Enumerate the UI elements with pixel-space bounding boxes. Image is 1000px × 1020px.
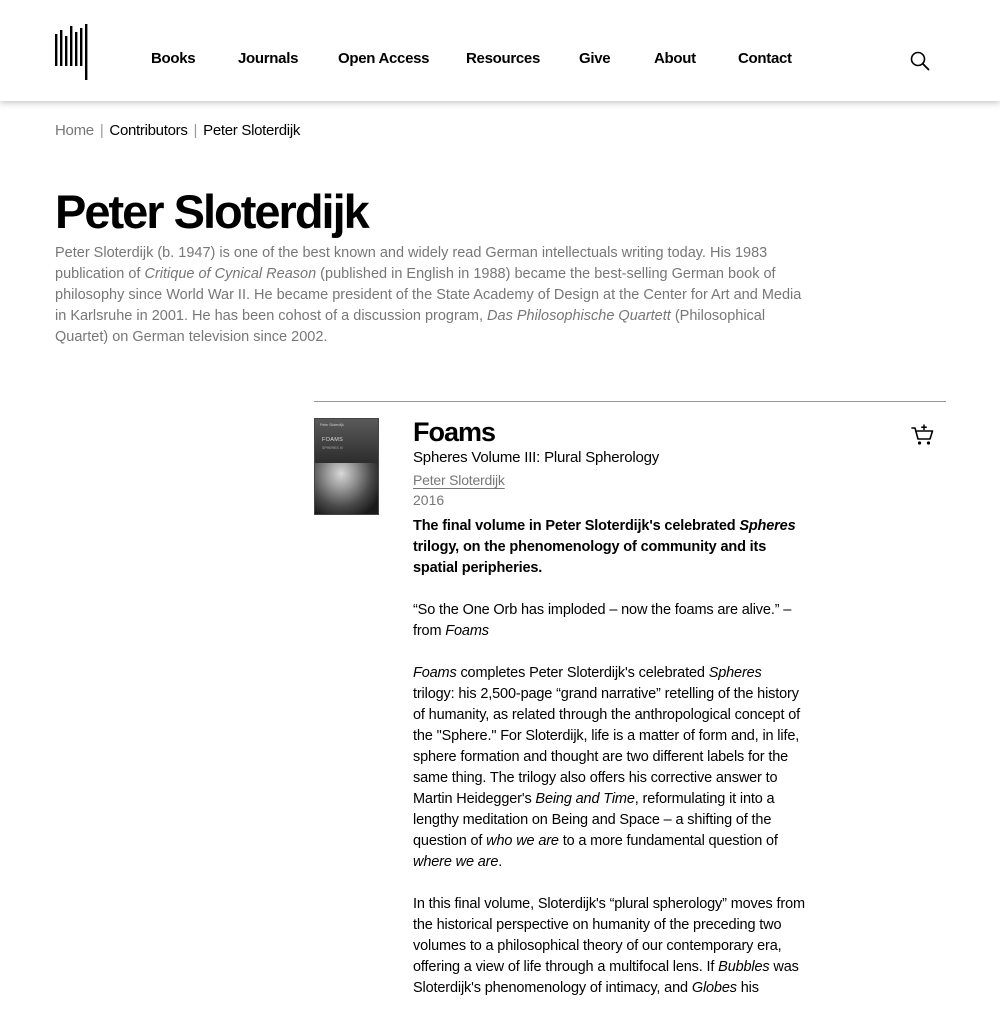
book-subtitle: Spheres Volume III: Plural Spherology: [413, 449, 660, 466]
bio-text: (published in English in 1988) became the best-selling German book of philosophy since World War II. He became president of the State Academy of Design at the Center for Art and Media in Karlsruhe in 2001. He has been cohost of a discussion program,: [55, 266, 802, 324]
para-emphasis: where we are: [413, 854, 499, 870]
para-emphasis: Globes: [691, 980, 737, 996]
para-emphasis: Spheres: [708, 665, 762, 681]
para-emphasis: Bubbles: [718, 959, 770, 975]
breadcrumb-current: Peter Sloterdijk: [203, 122, 301, 139]
lead-text: trilogy, on the phenomenology of community and its spatial peripheries.: [413, 539, 767, 576]
book-author-link[interactable]: Peter Sloterdijk: [413, 472, 505, 488]
breadcrumb-separator: |: [193, 122, 198, 139]
cover-subtitle: SPHERES III: [322, 446, 343, 450]
book-lead: [413, 516, 805, 579]
nav-contact[interactable]: Contact: [738, 50, 792, 67]
bio-book-title: Critique of Cynical Reason: [144, 266, 317, 282]
breadcrumb-contributors[interactable]: Contributors: [109, 122, 188, 139]
press-logo[interactable]: [55, 24, 91, 80]
cover-series: Peter Sloterdijk: [320, 423, 344, 427]
para-text: completes Peter Sloterdijk's celebrated: [456, 665, 709, 681]
nav-about[interactable]: About: [654, 50, 696, 67]
contributor-bio: [55, 243, 815, 348]
para-text: was Sloterdijk's phenomenology of intimacy, and: [413, 959, 799, 996]
para-emphasis: who we are: [486, 833, 559, 849]
nav-resources[interactable]: Resources: [466, 50, 541, 67]
para-text: , reformulating it into a lengthy meditation on Being and Space – a shifting of the question of: [413, 791, 775, 849]
lead-emphasis: Spheres: [739, 518, 796, 534]
book-quote: [413, 600, 805, 642]
para-text: to a more fundamental question of: [558, 833, 778, 849]
book-title[interactable]: Foams: [413, 417, 496, 447]
bio-text: (Philosophical Quartet) on German television since 2002.: [55, 308, 766, 345]
page-title: Peter Sloterdijk: [55, 185, 368, 238]
para-text: In this final volume, Sloterdijk's “plural spherology” moves from the historical perspective on humanity of the preceding two volumes to a philosophical theory of our contemporary era, offering a view of life through a multifocal lens. If: [413, 896, 805, 975]
nav-give[interactable]: Give: [579, 50, 611, 67]
para-emphasis: Foams: [413, 665, 457, 681]
nav-journals[interactable]: Journals: [238, 50, 299, 67]
search-icon[interactable]: [909, 50, 931, 72]
bio-program-title: Das Philosophische Quartett: [487, 308, 671, 324]
para-text: .: [498, 854, 503, 870]
breadcrumb-separator: |: [99, 122, 104, 139]
nav-open-access[interactable]: Open Access: [338, 50, 430, 67]
book-description: [413, 516, 805, 1020]
para-text: trilogy: his 2,500-page “grand narrative” retelling of the history of humanity, as related through the anthropological concept of the "Sphere." For Sloterdijk, life is a matter of form and, in life, sphere formation and thought are two different labels for the same thing. The trilogy also offers his corrective answer to Martin Heidegger's: [413, 686, 801, 807]
nav-books[interactable]: Books: [151, 50, 196, 67]
book-year: 2016: [413, 492, 445, 508]
book-paragraph: [413, 663, 805, 873]
para-text: his: [736, 980, 759, 996]
bio-text: Peter Sloterdijk (b. 1947) is one of the best known and widely read German intellectuals writing today. His 1983 publication of: [55, 245, 768, 282]
section-divider: [314, 401, 946, 402]
quote-text: “So the One Orb has imploded – now the foams are alive.” – from: [413, 602, 792, 639]
book-paragraph: [413, 894, 805, 999]
lead-text: The final volume in Peter Sloterdijk's celebrated: [413, 518, 740, 534]
quote-source: Foams: [445, 623, 489, 639]
book-cover-image[interactable]: [314, 418, 379, 515]
breadcrumb: [55, 122, 300, 139]
breadcrumb-home[interactable]: Home: [55, 122, 94, 139]
para-emphasis: Being and Time: [535, 791, 635, 807]
site-header: [0, 0, 1000, 101]
cart-add-icon[interactable]: [911, 424, 935, 446]
cover-wave-art: [315, 463, 379, 515]
cover-title: FOAMS: [322, 437, 344, 443]
